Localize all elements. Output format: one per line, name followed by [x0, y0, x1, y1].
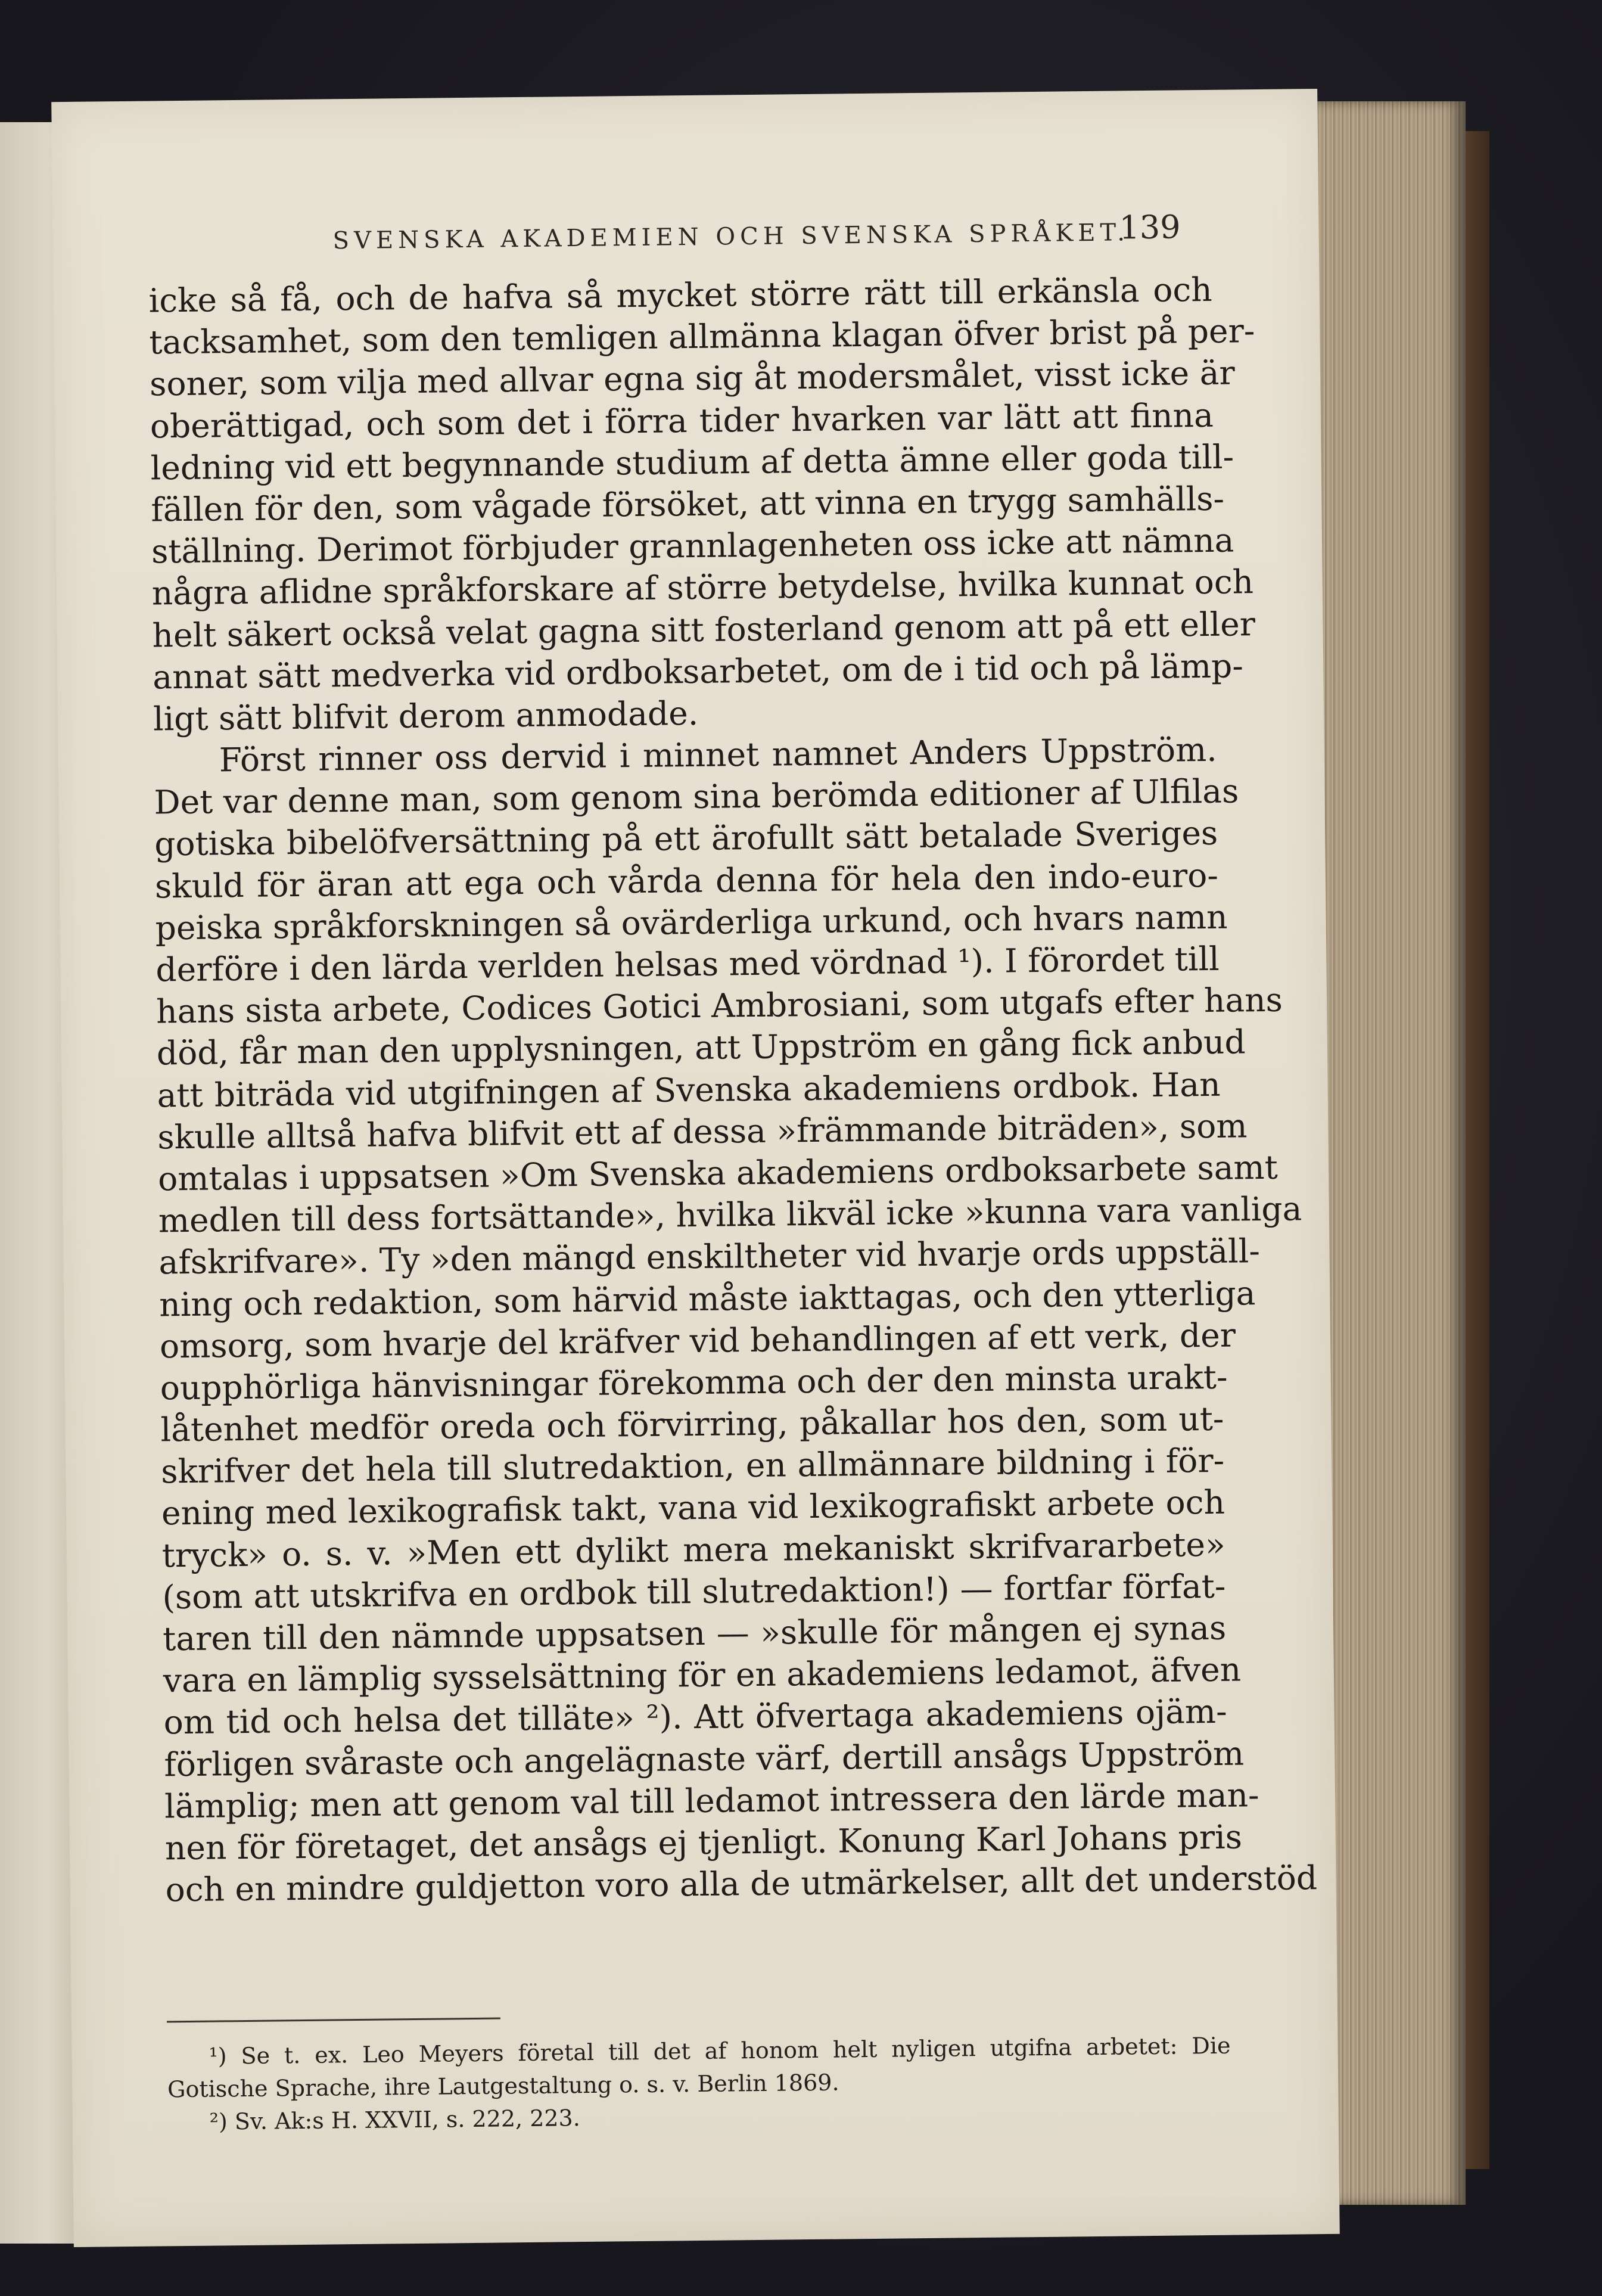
text-line: medlen till dess fortsättande», hvilka likväl icke »kunna vara vanliga [158, 1189, 1302, 1240]
text-line: vara en lämplig sysselsättning för en akademiens ledamot, äfven [163, 1650, 1242, 1700]
text-line: afskrifvare». Ty »den mängd enskiltheter vid hvarje ords uppställ- [158, 1232, 1261, 1282]
page-number: 139 [1119, 208, 1181, 247]
text-line: oberättigad, och som det i förra tider hvarken var lätt att finna [150, 396, 1214, 446]
text-line: gotiska bibelöfversättning på ett ärofullt sätt betalade Sveriges [154, 814, 1218, 863]
text-line: förligen svåraste och angelägnaste värf, dertill ansågs Uppström [164, 1733, 1245, 1784]
text-line: peiska språkforskningen så ovärderliga urkund, och hvars namn [155, 897, 1228, 947]
book-page [51, 89, 1340, 2247]
body-text [148, 269, 1318, 1911]
text-line: nen för företaget, det ansågs ej tjenligt. Konung Karl Johans pris [164, 1817, 1243, 1868]
paragraph-start-line: Först rinner oss dervid i minnet namnet Anders Uppström. [219, 730, 1218, 779]
text-line: ledning vid ett begynnande studium af detta ämne eller goda till- [150, 437, 1234, 487]
footnotes [167, 2030, 1231, 2139]
footnote-line: ¹) Se t. ex. Leo Meyers företal till det af honom helt nyligen utgifna arbetet: Die [209, 2032, 1231, 2070]
text-line: ening med lexikografisk takt, vana vid lexikografiskt arbete och [161, 1483, 1225, 1533]
text-line: död, får man den upplysningen, att Uppström en gång fick anbud [156, 1023, 1246, 1073]
text-line: tacksamhet, som den temligen allmänna klagan öfver brist på per- [149, 312, 1255, 362]
text-line: skrifver det hela till slutredaktion, en allmännare bildning i för- [160, 1441, 1225, 1491]
footnote-line: Gotische Sprache, ihre Lautgestaltung o. s. v. Berlin 1869. [167, 2069, 839, 2103]
text-line: att biträda vid utgifningen af Svenska akademiens ordbok. Han [157, 1065, 1221, 1115]
running-head: SVENSKA AKADEMIEN OCH SVENSKA SPRÅKET. [332, 219, 1130, 255]
text-line: icke så få, och de hafva så mycket större rätt till erkänsla och [148, 270, 1212, 320]
text-line: taren till den nämnde uppsatsen — »skulle för mången ej synas [162, 1608, 1227, 1658]
text-line: oupphörliga hänvisningar förekomma och der den minsta urakt- [160, 1357, 1228, 1408]
text-line: tryck» o. s. v. »Men ett dylikt mera mekaniskt skrifvararbete» [161, 1525, 1225, 1575]
text-line: (som att utskrifva en ordbok till slutredaktion!) — fortfar förfat- [162, 1567, 1226, 1617]
text-line: omsorg, som hvarje del kräfver vid behandlingen af ett verk, der [159, 1316, 1236, 1366]
footnote-rule [167, 2018, 500, 2023]
text-line: om tid och helsa det tilläte» ²). Att öfvertaga akademiens ojäm- [163, 1692, 1227, 1742]
text-line: helt säkert också velat gagna sitt fosterland genom att på ett eller [152, 604, 1256, 654]
footnote-line: ²) Sv. Ak:s H. XXVII, s. 222, 223. [209, 2105, 581, 2135]
text-line: skulle alltså hafva blifvit ett af dessa »främmande biträden», som [157, 1107, 1248, 1157]
text-line: lämplig; men att genom val till ledamot intressera den lärde man- [164, 1775, 1259, 1826]
text-line: fällen för den, som vågade försöket, att vinna en trygg samhälls- [151, 479, 1225, 529]
text-line: omtalas i uppsatsen »Om Svenska akademiens ordboksarbete samt [157, 1148, 1279, 1198]
text-line: derföre i den lärda verlden helsas med vördnad ¹). I förordet till [155, 939, 1220, 989]
text-line: hans sista arbete, Codices Gotici Ambrosiani, som utgafs efter hans [155, 980, 1283, 1031]
text-line: ligt sätt blifvit derom anmodade. [153, 694, 699, 738]
text-line: ning och redaktion, som härvid måste iakttagas, och den ytterliga [159, 1273, 1256, 1323]
text-line: och en mindre guldjetton voro alla de utmärkelser, allt det understöd [165, 1859, 1318, 1909]
text-line: ställning. Derimot förbjuder grannlagenheten oss icke att nämna [151, 521, 1234, 571]
text-line: soner, som vilja med allvar egna sig åt modersmålet, visst icke är [149, 353, 1236, 403]
text-line: skuld för äran att ega och vårda denna för hela den indo-euro- [154, 856, 1219, 906]
text-line: några aflidne språkforskare af större betydelse, hvilka kunnat och [151, 563, 1254, 613]
text-line: Det var denne man, som genom sina berömda editioner af Ulfilas [154, 772, 1239, 822]
page-block-edge [1317, 101, 1466, 2205]
text-line: låtenhet medför oreda och förvirring, påkallar hos den, som ut- [160, 1399, 1224, 1449]
text-line: annat sätt medverka vid ordboksarbetet, om de i tid och på lämp- [152, 647, 1244, 697]
